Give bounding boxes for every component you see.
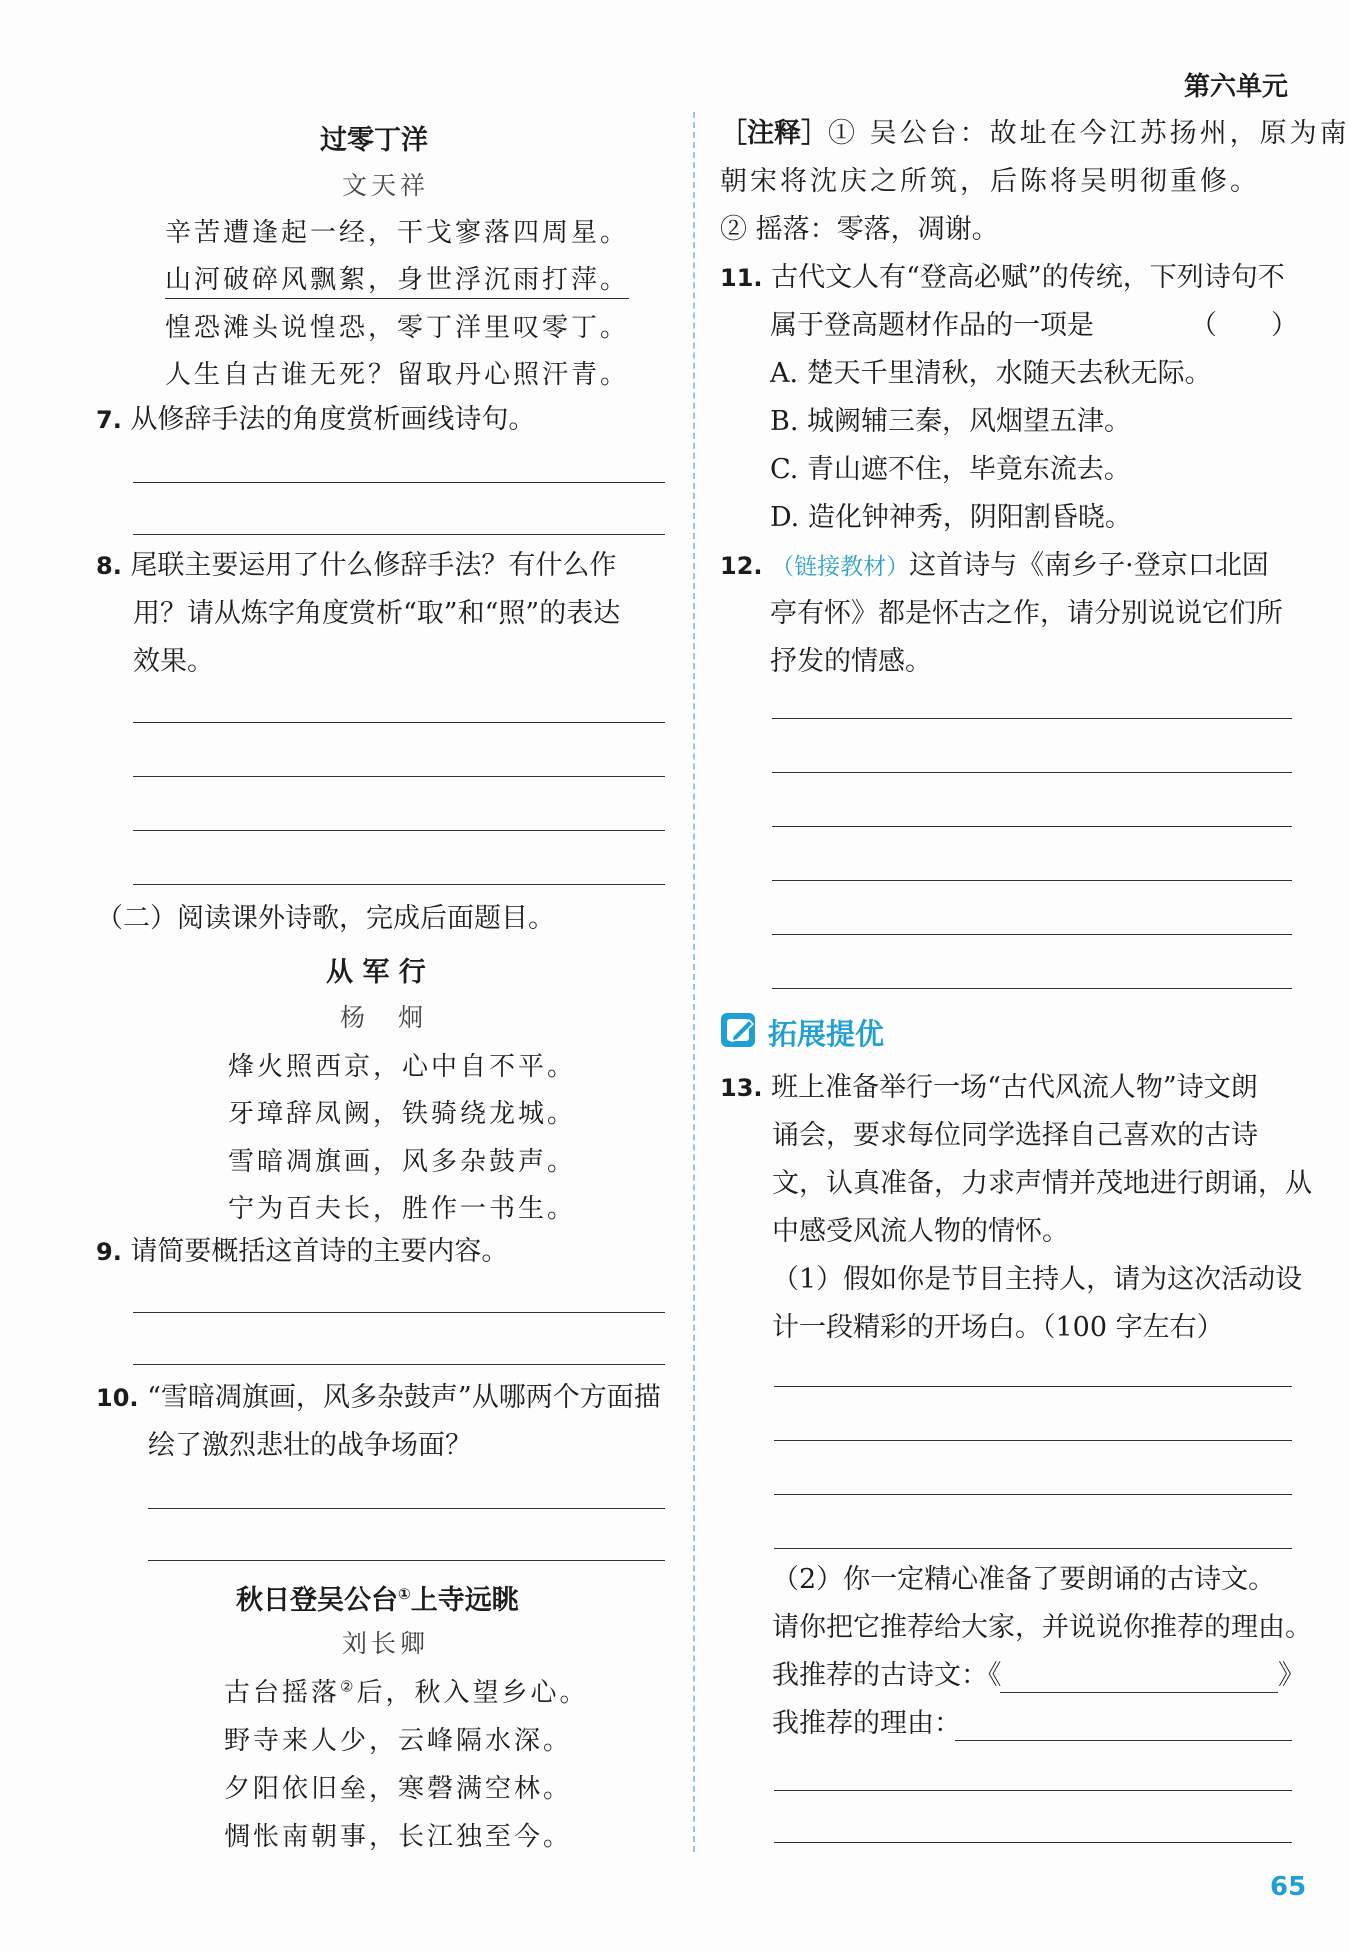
poem3-title-part: 上寺远眺 — [410, 1585, 519, 1616]
question-text: 从修辞手法的角度赏析画线诗句。 — [130, 404, 536, 435]
question-text: “雪暗凋旗画，风多杂鼓声”从哪两个方面描 — [147, 1382, 661, 1413]
answer-line[interactable] — [133, 776, 665, 777]
option-a: A. 楚天千里清秋，水随天去秋无际。 — [770, 358, 1212, 389]
answer-line[interactable] — [772, 934, 1292, 935]
question-text: 这首诗与《南乡子·登京口北固 — [909, 550, 1269, 581]
notes — [720, 110, 1350, 158]
poem2-author: 杨 炯 — [340, 1003, 428, 1032]
question-11 — [720, 254, 1285, 302]
question-text: 请简要概括这首诗的主要内容。 — [130, 1236, 509, 1267]
answer-line[interactable] — [148, 1508, 665, 1509]
answer-line[interactable] — [774, 1386, 1292, 1387]
subquestion-1: 计一段精彩的开场白。（100 字左右） — [772, 1312, 1224, 1343]
answer-line[interactable] — [772, 718, 1292, 719]
answer-parentheses[interactable]: （ ） — [1190, 310, 1298, 341]
poem1-line: 辛苦遭逢起一经，干戈寥落四周星。 — [165, 218, 630, 248]
question-number: 13. — [720, 1074, 763, 1102]
poem1-line-underlined: 山河破碎风飘絮，身世浮沉雨打萍。 — [165, 259, 629, 299]
pencil-note-icon — [720, 1010, 760, 1050]
question-10 — [96, 1374, 661, 1422]
subquestion-1: （1）假如你是节目主持人，请为这次活动设 — [772, 1264, 1303, 1295]
answer-line[interactable] — [774, 1440, 1292, 1441]
question-text: 亭有怀》都是怀古之作，请分别说说它们所 — [770, 598, 1283, 629]
footnote-marker: ① — [398, 1585, 411, 1603]
question-number: 8. — [96, 552, 122, 580]
answer-line[interactable] — [133, 534, 665, 535]
question-text: 绘了激烈悲壮的战争场面？ — [148, 1430, 472, 1461]
poem1-title: 过零丁洋 — [320, 125, 428, 156]
question-number: 10. — [96, 1384, 139, 1412]
poem1-line: 惶恐滩头说惶恐，零丁洋里叹零丁。 — [165, 313, 630, 343]
poem3-line — [224, 1672, 588, 1709]
poem3-line-part: 古台摇落 — [224, 1678, 341, 1708]
answer-line[interactable] — [772, 772, 1292, 773]
poem2-line: 牙璋辞凤阙，铁骑绕龙城。 — [228, 1099, 577, 1129]
question-text: 文，认真准备，力求声情并茂地进行朗诵，从 — [772, 1168, 1312, 1199]
answer-line[interactable] — [133, 884, 665, 885]
subquestion-2: 请你把它推荐给大家，并说说你推荐的理由。 — [772, 1612, 1312, 1643]
poem1-line: 人生自古谁无死？留取丹心照汗青。 — [165, 360, 630, 390]
poem3-author: 刘长卿 — [342, 1629, 430, 1658]
page-number: 65 — [1270, 1872, 1307, 1902]
question-text: 用？请从炼字角度赏析“取”和“照”的表达 — [133, 598, 621, 629]
unit-label: 第六单元 — [1183, 72, 1288, 102]
poem3-line: 惆怅南朝事，长江独至今。 — [224, 1822, 573, 1852]
question-number: 9. — [96, 1238, 122, 1266]
notes-text: 朝宋将沈庆之所筑，后陈将吴明彻重修。 — [720, 166, 1260, 197]
poem2-line: 宁为百夫长，胜作一书生。 — [228, 1194, 577, 1224]
poem3-line: 野寺来人少，云峰隔水深。 — [224, 1726, 573, 1756]
answer-line[interactable] — [774, 1494, 1292, 1495]
recommend-label: 我推荐的古诗文：《 — [772, 1660, 1002, 1691]
poem3-title — [236, 1578, 519, 1617]
option-b: B. 城阙辅三秦，风烟望五津。 — [770, 406, 1132, 437]
reason-label: 我推荐的理由： — [772, 1708, 961, 1739]
answer-line[interactable] — [774, 1790, 1292, 1791]
footnote-marker: ② — [340, 1677, 357, 1696]
notes-text: ② 摇落：零落，凋谢。 — [720, 214, 999, 245]
answer-line[interactable] — [774, 1842, 1292, 1843]
poem2-line: 雪暗凋旗画，风多杂鼓声。 — [228, 1147, 577, 1177]
part2-heading: （二）阅读课外诗歌，完成后面题目。 — [96, 903, 555, 934]
poem3-line-part: 后，秋入望乡心。 — [356, 1678, 589, 1708]
notes-text: ① 吴公台：故址在今江苏扬州，原为南 — [828, 118, 1350, 149]
notes-label: ［注释］ — [720, 118, 828, 149]
poem2-line: 烽火照西京，心中自不平。 — [228, 1052, 577, 1082]
question-text: 效果。 — [133, 646, 214, 677]
poem3-title-part: 秋日登吴公台 — [236, 1585, 398, 1616]
answer-line[interactable] — [774, 1548, 1292, 1549]
question-text: 尾联主要运用了什么修辞手法？有什么作 — [130, 550, 617, 581]
answer-line[interactable] — [133, 722, 665, 723]
poem1-author: 文天祥 — [342, 171, 430, 200]
option-c: C. 青山遮不住，毕竟东流去。 — [770, 454, 1131, 485]
recommend-answer-line[interactable] — [1000, 1692, 1278, 1693]
recommend-close: 》 — [1278, 1660, 1305, 1691]
answer-line[interactable] — [133, 1364, 665, 1365]
answer-line[interactable] — [772, 988, 1292, 989]
question-7 — [96, 396, 535, 444]
question-12 — [720, 542, 1269, 591]
question-8 — [96, 542, 616, 590]
question-number: 12. — [720, 552, 763, 580]
column-divider — [693, 112, 695, 1852]
question-text: 诵会，要求每位同学选择自己喜欢的古诗 — [772, 1120, 1258, 1151]
question-text: 班上准备举行一场“古代风流人物”诗文朗 — [771, 1072, 1258, 1103]
poem2-title: 从 军 行 — [326, 957, 426, 988]
reason-answer-line[interactable] — [955, 1740, 1292, 1741]
question-text: 古代文人有“登高必赋”的传统，下列诗句不 — [771, 262, 1285, 293]
answer-line[interactable] — [772, 826, 1292, 827]
section-title: 拓展提优 — [768, 1017, 885, 1051]
answer-line[interactable] — [133, 1312, 665, 1313]
answer-line[interactable] — [772, 880, 1292, 881]
option-d: D. 造化钟神秀，阴阳割昏晓。 — [770, 502, 1132, 533]
answer-line[interactable] — [148, 1560, 665, 1561]
subquestion-2: （2）你一定精心准备了要朗诵的古诗文。 — [772, 1564, 1276, 1595]
answer-line[interactable] — [133, 830, 665, 831]
textbook-link-tag: （链接教材） — [771, 554, 910, 580]
question-number: 7. — [96, 406, 122, 434]
question-13 — [720, 1064, 1258, 1112]
question-9 — [96, 1228, 508, 1276]
question-text: 中感受风流人物的情怀。 — [772, 1216, 1069, 1247]
answer-line[interactable] — [133, 482, 665, 483]
poem3-line: 夕阳依旧垒，寒磬满空林。 — [224, 1774, 573, 1804]
question-text: 抒发的情感。 — [770, 646, 932, 677]
question-number: 11. — [720, 264, 763, 292]
question-text: 属于登高题材作品的一项是 — [770, 310, 1094, 341]
